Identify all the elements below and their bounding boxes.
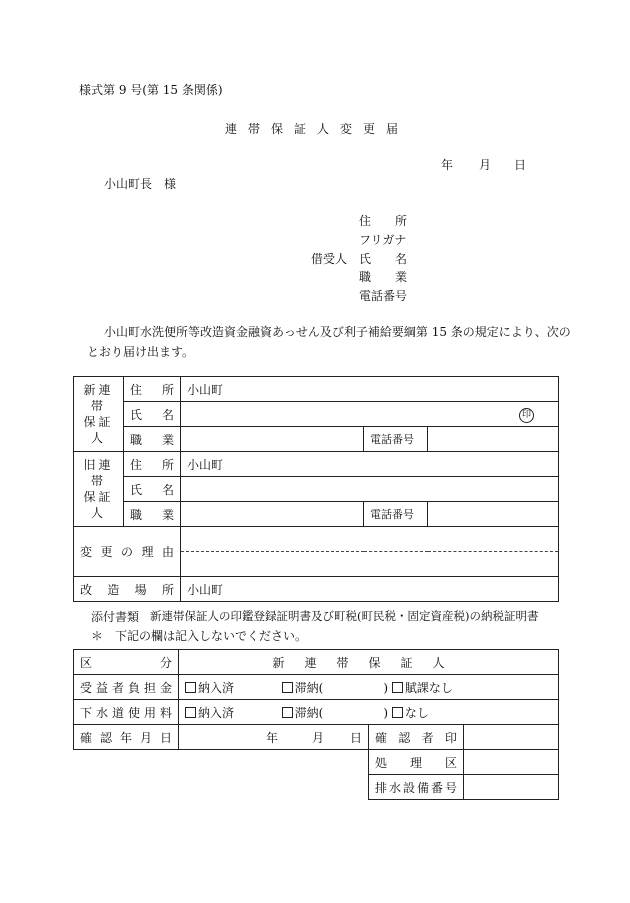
borrower-job-label: 職 業 (359, 270, 408, 284)
site-value[interactable]: 小山町 (181, 577, 559, 602)
old-phone-label: 電話番号 (364, 502, 428, 527)
processing-area-field[interactable] (464, 750, 559, 775)
old-job-label: 職 業 (124, 502, 181, 527)
arrears-checkbox[interactable] (282, 682, 293, 693)
body-text-line1: 小山町水洗便所等改造資金融資あっせん及び利子補給要綱第 15 条の規定により、次の (104, 325, 571, 339)
old-name-field[interactable] (181, 477, 559, 502)
old-address-label: 住 所 (124, 452, 181, 477)
blank-area (74, 750, 369, 775)
document-title: 連帯保証人変更届 (225, 122, 410, 136)
attachment-text: 新連帯保証人の印鑑登録証明書及び町税(町民税・固定資産税)の納税証明書 (150, 609, 539, 623)
paid-checkbox[interactable] (185, 707, 196, 718)
drainage-number-label: 排水設備番号 (369, 775, 464, 800)
beneficiary-charge-label: 受益者負担金 (74, 675, 179, 700)
old-address-value[interactable]: 小山町 (181, 452, 559, 477)
confirmer-seal-field[interactable] (464, 725, 559, 750)
confirmer-seal-label: 確認者印 (369, 725, 464, 750)
body-text-line2: とおり届け出ます。 (87, 345, 195, 359)
category-header: 区 分 (74, 650, 179, 675)
borrower-prefix: 借受人 (311, 252, 348, 266)
blank-area-2 (74, 775, 369, 800)
new-name-field[interactable] (181, 402, 559, 427)
borrower-phone-label: 電話番号 (359, 289, 408, 303)
borrower-address-label: 住 所 (359, 214, 408, 228)
new-job-label: 職 業 (124, 427, 181, 452)
reason-field-line1[interactable] (181, 527, 559, 552)
processing-area-label: 処理区 (369, 750, 464, 775)
sewer-fee-options: 納入済 滞納( ) なし (179, 700, 559, 725)
reason-label: 変更の理由 (74, 527, 181, 577)
new-job-field[interactable] (181, 427, 364, 452)
drainage-number-field[interactable] (464, 775, 559, 800)
office-use-table (73, 649, 559, 800)
sewer-fee-label: 下水道使用料 (74, 700, 179, 725)
date-month-label: 月 (479, 158, 492, 172)
borrower-furigana-label: フリガナ (359, 233, 407, 247)
beneficiary-charge-options: 納入済 滞納( ) 賦課なし (179, 675, 559, 700)
attachment-label: 添付書類 (91, 610, 140, 624)
old-name-label: 氏 名 (124, 477, 181, 502)
office-note: ＊ 下記の欄は記入しないでください。 (91, 629, 308, 643)
old-job-field[interactable] (181, 502, 364, 527)
new-address-value[interactable]: 小山町 (181, 377, 559, 402)
none-checkbox[interactable] (392, 707, 403, 718)
new-phone-label: 電話番号 (364, 427, 428, 452)
date-year-label: 年 (441, 158, 454, 172)
new-guarantor-header: 新連帯保証人 (179, 650, 559, 675)
paid-checkbox[interactable] (185, 682, 196, 693)
new-guarantor-group-label: 新連帯 保証人 (74, 377, 124, 452)
addressee: 小山町長 様 (104, 177, 177, 191)
seal-mark-icon: 印 (519, 408, 534, 423)
arrears-checkbox[interactable] (282, 707, 293, 718)
confirmation-date-field[interactable]: 年 月 日 (179, 725, 369, 750)
date-day-label: 日 (514, 158, 527, 172)
new-address-label: 住 所 (124, 377, 181, 402)
old-phone-field[interactable] (428, 502, 559, 527)
form-number: 様式第 9 号(第 15 条関係) (79, 83, 223, 97)
not-levied-checkbox[interactable] (392, 682, 403, 693)
old-guarantor-group-label: 旧連帯 保証人 (74, 452, 124, 527)
guarantor-table (73, 376, 559, 602)
confirmation-date-label: 確認年月日 (74, 725, 179, 750)
borrower-name-label: 氏 名 (359, 252, 408, 266)
new-name-label: 氏 名 (124, 402, 181, 427)
reason-field-line2[interactable] (181, 552, 559, 577)
site-label: 改造場所 (74, 577, 181, 602)
new-phone-field[interactable] (428, 427, 559, 452)
